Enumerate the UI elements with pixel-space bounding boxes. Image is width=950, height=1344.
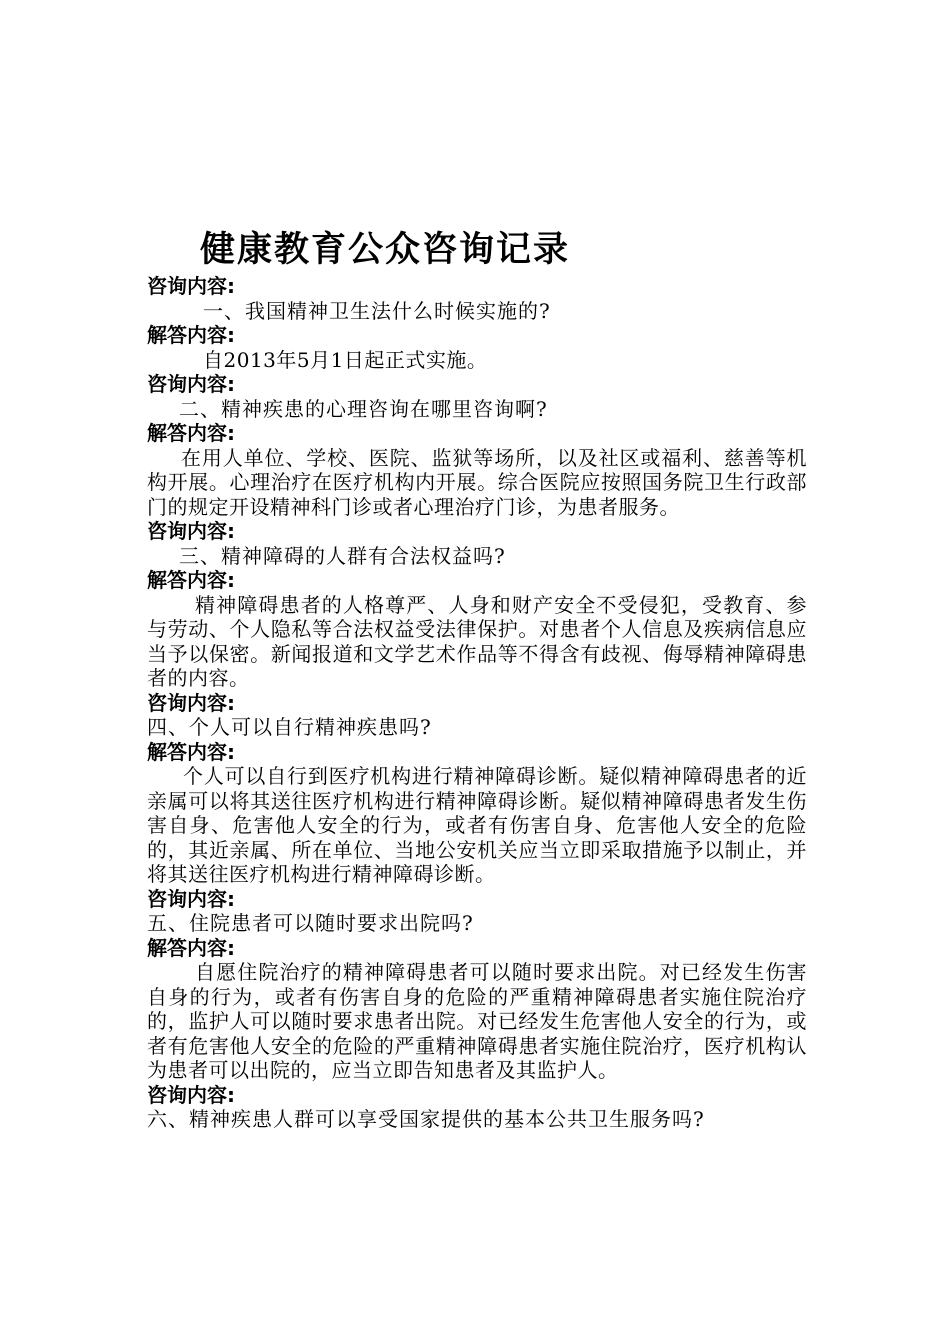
question-label: 咨询内容:	[147, 372, 235, 396]
answer-text: 个人可以自行到医疗机构进行精神障碍诊断。疑似精神障碍患者的近亲属可以将其送往医疗机构进行精神障碍诊断。疑似精神障碍患者发生伤害自身、危害他人安全的行为，或者有伤害自身、危害他人安全的危险的，其近亲属、所在单位、当地公安机关应当立即采取措施予以制止，并将其送往医疗机构进行精神障碍诊断。	[147, 764, 807, 886]
question-text: 一、我国精神卫生法什么时候实施的?	[203, 298, 551, 323]
question-label: 咨询内容:	[147, 690, 235, 715]
answer-label: 解答内容:	[147, 323, 235, 347]
page-title: 健康教育公众咨询记录	[200, 230, 571, 270]
question-text: 三、精神障碍的人群有合法权益吗?	[179, 543, 506, 568]
answer-text: 精神障碍患者的人格尊严、人身和财产安全不受侵犯，受教育、参与劳动、个人隐私等合法权益受法律保护。对患者个人信息及疾病信息应当予以保密。新闻报道和文学艺术作品等不得含有歧视、侮辱精神障碍患者的内容。	[147, 592, 807, 690]
question-text: 五、住院患者可以随时要求出院吗?	[147, 911, 474, 935]
answer-text: 自愿住院治疗的精神障碍患者可以随时要求出院。对已经发生伤害自身的行为，或者有伤害自身的危险的严重精神障碍患者实施住院治疗的，监护人可以随时要求患者出院。对已经发生危害他人安全的行为，或者有危害他人安全的危险的严重精神障碍患者实施住院治疗，医疗机构认为患者可以出院的，应当立即告知患者及其监护人。	[147, 960, 807, 1082]
answer-label: 解答内容:	[147, 935, 235, 960]
qa-record	[147, 274, 807, 1132]
question-label: 咨询内容:	[147, 1082, 235, 1107]
question-text: 二、精神疾患的心理咨询在哪里咨询啊?	[179, 396, 548, 421]
answer-text: 自2013年5月1日起正式实施。	[203, 347, 488, 372]
question-label: 咨询内容:	[147, 274, 235, 298]
question-text: 六、精神疾患人群可以享受国家提供的基本公共卫生服务吗?	[147, 1107, 705, 1131]
question-label: 咨询内容:	[147, 519, 235, 543]
question-label: 咨询内容:	[147, 886, 235, 911]
answer-text: 在用人单位、学校、医院、监狱等场所，以及社区或福利、慈善等机构开展。心理治疗在医疗机构内开展。综合医院应按照国务院卫生行政部门的规定开设精神科门诊或者心理治疗门诊，为患者服务。	[147, 445, 807, 519]
answer-label: 解答内容:	[147, 421, 235, 445]
answer-label: 解答内容:	[147, 739, 235, 764]
question-text: 四、个人可以自行精神疾患吗?	[147, 715, 432, 739]
answer-label: 解答内容:	[147, 568, 235, 592]
